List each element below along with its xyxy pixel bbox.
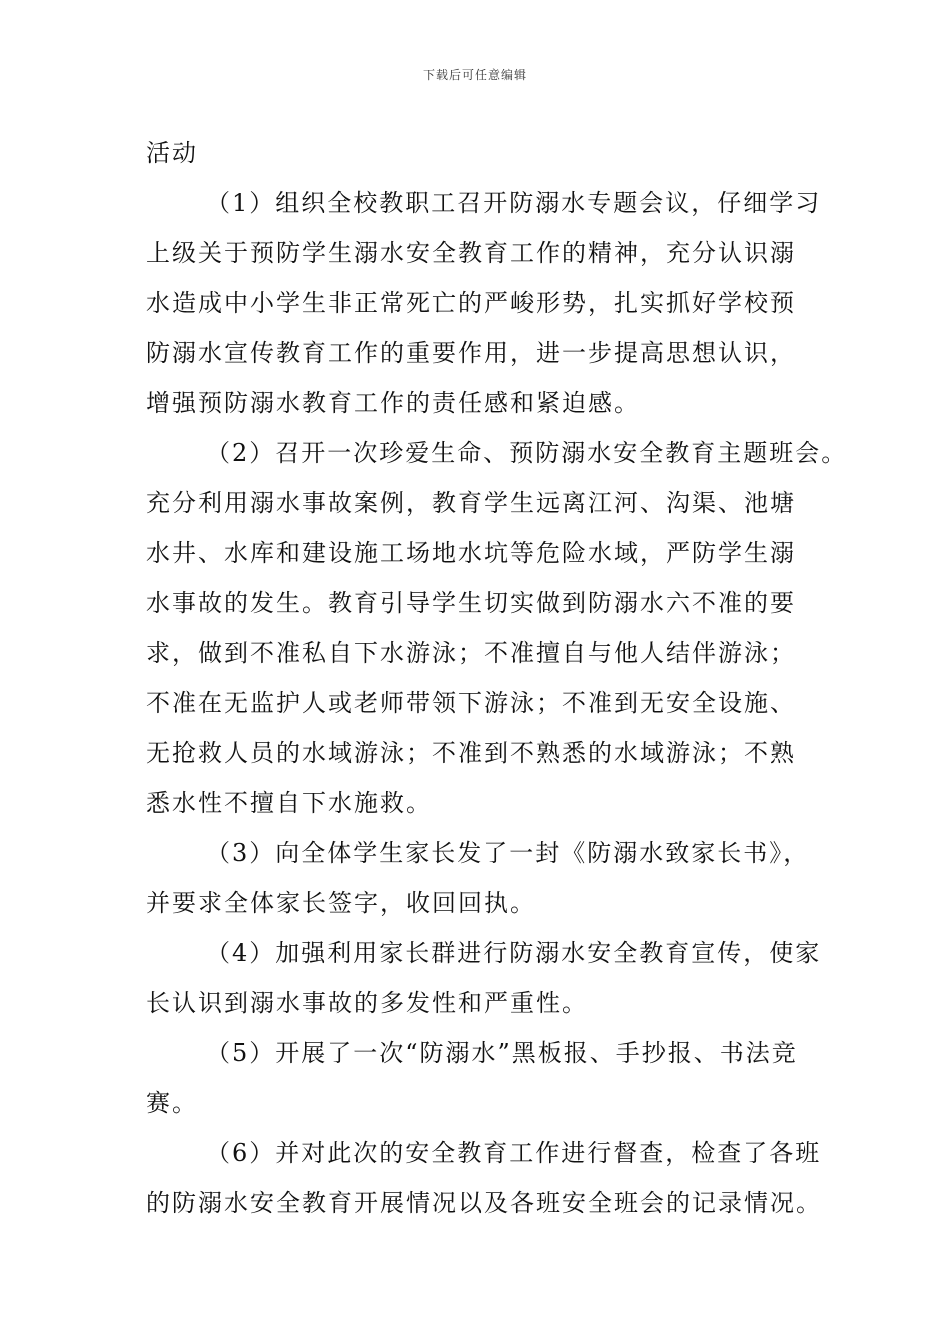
text-line: 并要求全体家长签字，收回回执。	[146, 889, 536, 917]
text-line: 增强预防溺水教育工作的责任感和紧迫感。	[146, 389, 640, 417]
paragraph-6-start: （6）并对此次的安全教育工作进行督查，检查了各班	[206, 1139, 822, 1167]
text-line: 活动	[146, 139, 198, 167]
paragraph-1-start: （1）组织全校教职工召开防溺水专题会议，仔细学习	[206, 189, 822, 217]
paragraph-4-start: （4）加强利用家长群进行防溺水安全教育宣传，使家	[206, 939, 822, 967]
text-line: 求，做到不准私自下水游泳；不准擅自与他人结伴游泳；	[146, 639, 796, 667]
text-line: 水造成中小学生非正常死亡的严峻形势，扎实抓好学校预	[146, 289, 796, 317]
text-line: 水事故的发生。教育引导学生切实做到防溺水六不准的要	[146, 589, 796, 617]
paragraph-2-start: （2）召开一次珍爱生命、预防溺水安全教育主题班会。	[206, 439, 848, 467]
document-body	[146, 128, 848, 1228]
paragraph-3-start: （3）向全体学生家长发了一封《防溺水致家长书》，	[206, 839, 810, 867]
text-line: 水井、水库和建设施工场地水坑等危险水域，严防学生溺	[146, 539, 796, 567]
text-line: 充分利用溺水事故案例，教育学生远离江河、沟渠、池塘	[146, 489, 796, 517]
paragraph-5-start: （5）开展了一次“防溺水”黑板报、手抄报、书法竞	[206, 1039, 798, 1067]
header-note: 下载后可任意编辑	[422, 68, 527, 82]
text-line: 赛。	[146, 1089, 198, 1117]
text-line: 无抢救人员的水域游泳；不准到不熟悉的水域游泳；不熟	[146, 739, 796, 767]
text-line: 悉水性不擅自下水施救。	[146, 789, 432, 817]
text-line: 防溺水宣传教育工作的重要作用，进一步提高思想认识，	[146, 339, 796, 367]
text-line: 不准在无监护人或老师带领下游泳；不准到无安全设施、	[146, 689, 796, 717]
text-line: 长认识到溺水事故的多发性和严重性。	[146, 989, 588, 1017]
text-line: 上级关于预防学生溺水安全教育工作的精神，充分认识溺	[146, 239, 796, 267]
text-line: 的防溺水安全教育开展情况以及各班安全班会的记录情况。	[146, 1189, 822, 1217]
